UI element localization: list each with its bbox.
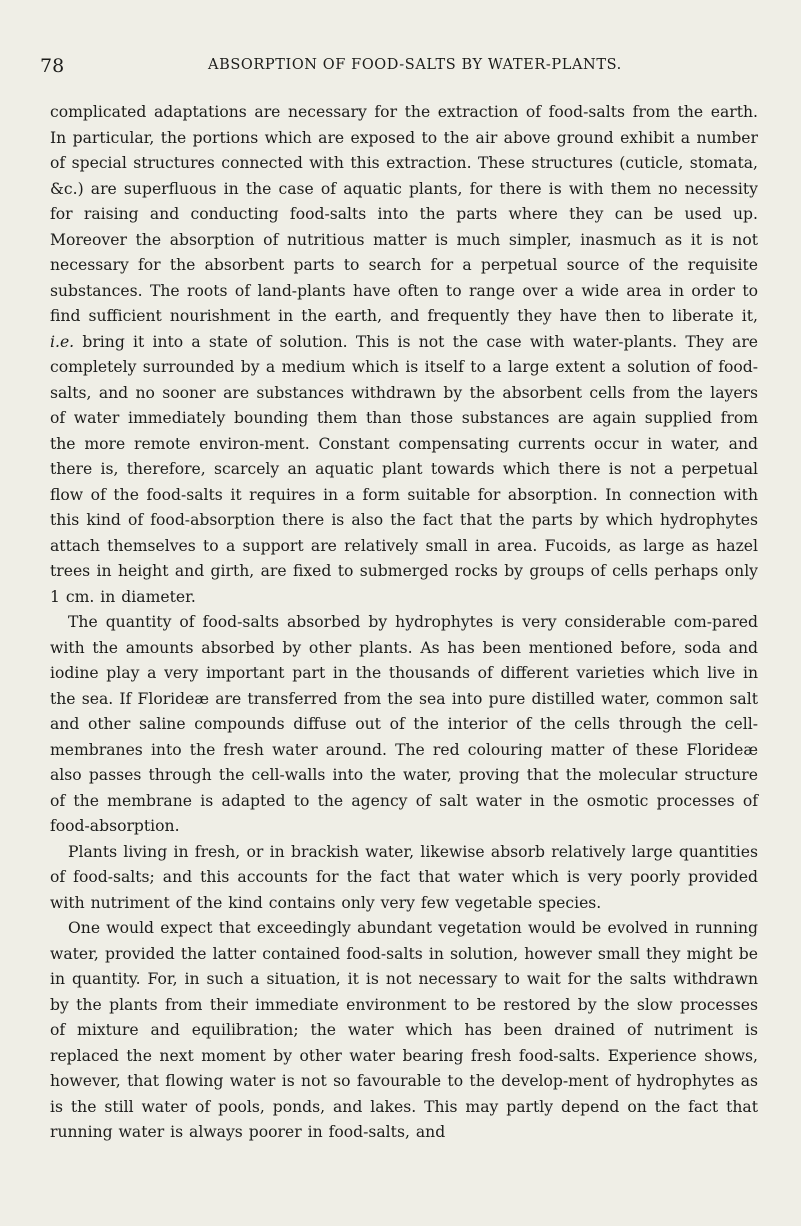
text-segment: Plants living in fresh, or in brackish water, likewise absorb relatively large quantities of food-salts; and this accounts for the fact that water which is very poorly provided with nutriment of the kind contains only very few vegetable species.: [50, 842, 758, 912]
paragraph: [50, 610, 758, 840]
running-title: ABSORPTION OF FOOD-SALTS BY WATER-PLANTS.: [208, 57, 622, 73]
page-number: 78: [40, 55, 65, 77]
text-segment: bring it into a state of solution. This is not the case with water-plants. They are completely surrounded by a medium which is itself to a large extent a solution of food-salts, and no sooner are substances withdrawn by the absorbent cells from the layers of water immediately bounding them than those substances are again supplied from the more remote environ-ment. Constant compensating currents occur in water, and there is, therefore, scarcely an aquatic plant towards which there is not a perpetual flow of the food-salts it requires in a form suitable for absorption. In connection with this kind of food-absorption there is also the fact that the parts by which hydrophytes attach themselves to a support are relatively small in area. Fucoids, as large as hazel trees in height and girth, are fixed to submerged rocks by groups of cells perhaps only 1 cm. in diameter.: [50, 332, 758, 606]
text-segment-italic: i.e.: [50, 332, 75, 351]
body-text: [50, 100, 758, 1146]
paragraph: [50, 840, 758, 917]
running-head: [40, 55, 760, 79]
text-segment: One would expect that exceedingly abundant vegetation would be evolved in running water, provided the latter contained food-salts in solution, however small they might be in quantity. For, in such a situation, it is not necessary to wait for the salts withdrawn by the plants from their immediate environment to be restored by the slow processes of mixture and equilibration; the water which has been drained of nutriment is replaced the next moment by other water bearing fresh food-salts. Experience shows, however, that flowing water is not so favourable to the develop-ment of hydrophytes as is the still water of pools, ponds, and lakes. This may partly depend on the fact that running water is always poorer in food-salts, and: [50, 919, 758, 1141]
text-segment: complicated adaptations are necessary for the extraction of food-salts from the earth. In particular, the portions which are exposed to the air above ground exhibit a number of special structures connected with this extraction. These structures (cuticle, stomata, &c.) are superfluous in the case of aquatic plants, for there is with them no necessity for raising and conducting food-salts into the parts where they can be used up. Moreover the absorption of nutritious matter is much simpler, inasmuch as it is not necessary for the absorbent parts to search for a perpetual source of the requisite substances. The roots of land-plants have often to range over a wide area in order to find sufficient nourishment in the earth, and frequently they have then to liberate it,: [50, 103, 758, 325]
paragraph: [50, 100, 758, 610]
text-segment: The quantity of food-salts absorbed by hydrophytes is very considerable com-pared with the amounts absorbed by other plants. As has been mentioned before, soda and iodine play a very important part in the thousands of different varieties which live in the sea. If Florideæ are transferred from the sea into pure distilled water, common salt and other saline compounds diffuse out of the interior of the cells through the cell-membranes into the fresh water around. The red colouring matter of these Florideæ also passes through the cell-walls into the water, proving that the molecular structure of the membrane is adapted to the agency of salt water in the osmotic processes of food-absorption.: [50, 613, 758, 835]
paragraph: [50, 916, 758, 1146]
